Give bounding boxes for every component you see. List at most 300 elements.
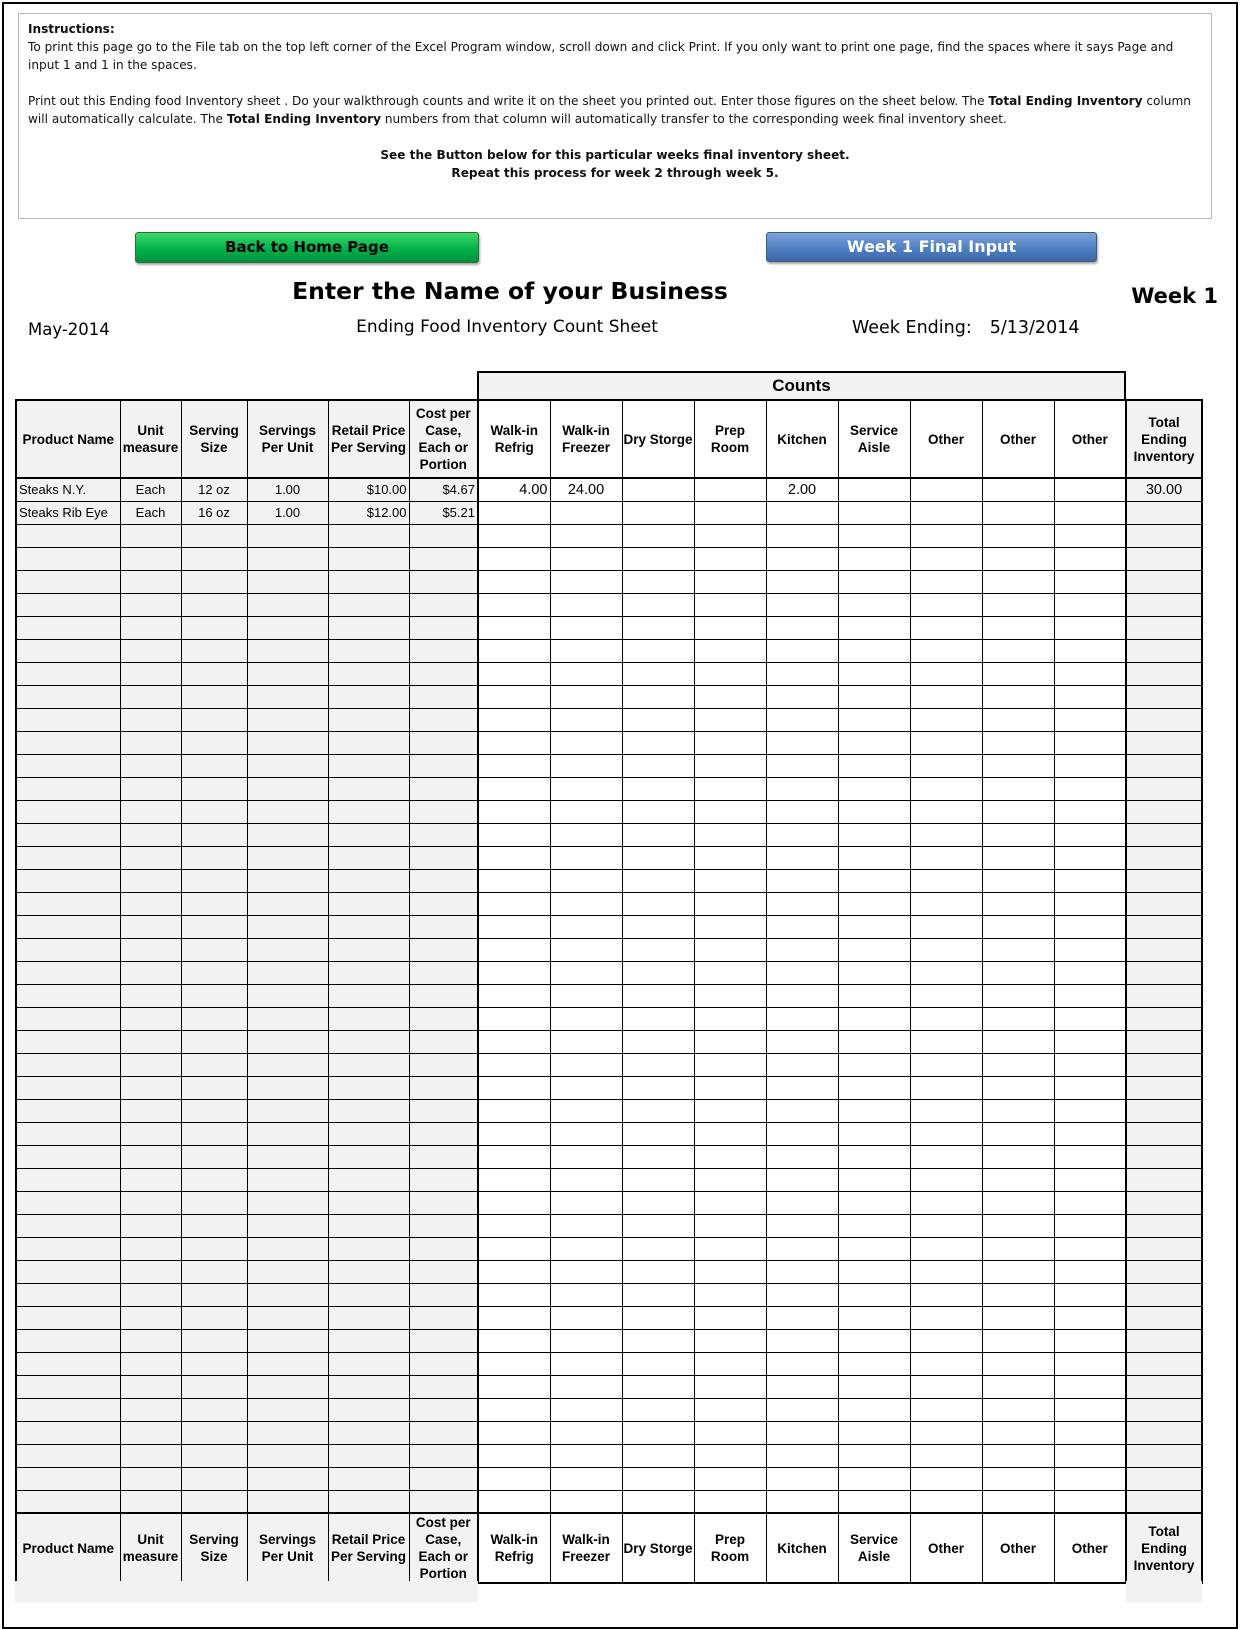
count-cell[interactable]: [910, 1030, 982, 1053]
count-cell[interactable]: [838, 593, 910, 616]
count-cell[interactable]: [622, 1444, 694, 1467]
count-cell[interactable]: 2.00: [766, 478, 838, 501]
count-cell[interactable]: [766, 1490, 838, 1513]
count-cell[interactable]: [910, 892, 982, 915]
count-cell[interactable]: [838, 1398, 910, 1421]
count-cell[interactable]: [550, 1352, 622, 1375]
count-cell[interactable]: [1054, 478, 1126, 501]
count-cell[interactable]: [622, 1237, 694, 1260]
count-cell[interactable]: [694, 1053, 766, 1076]
count-cell[interactable]: [982, 1099, 1054, 1122]
count-cell[interactable]: [550, 570, 622, 593]
count-cell[interactable]: [694, 501, 766, 524]
count-cell[interactable]: [982, 938, 1054, 961]
count-cell[interactable]: [478, 915, 550, 938]
count-cell[interactable]: [622, 524, 694, 547]
count-cell[interactable]: [766, 938, 838, 961]
count-cell[interactable]: [622, 662, 694, 685]
count-cell[interactable]: [550, 685, 622, 708]
count-cell[interactable]: [1054, 708, 1126, 731]
count-cell[interactable]: [982, 1283, 1054, 1306]
count-cell[interactable]: [766, 1191, 838, 1214]
count-cell[interactable]: [910, 915, 982, 938]
count-cell[interactable]: [478, 685, 550, 708]
count-cell[interactable]: [478, 892, 550, 915]
count-cell[interactable]: [694, 984, 766, 1007]
count-cell[interactable]: [982, 547, 1054, 570]
count-cell[interactable]: [550, 639, 622, 662]
count-cell[interactable]: [622, 616, 694, 639]
count-cell[interactable]: [982, 1467, 1054, 1490]
count-cell[interactable]: [982, 984, 1054, 1007]
count-cell[interactable]: [982, 892, 1054, 915]
count-cell[interactable]: [622, 1490, 694, 1513]
count-cell[interactable]: [478, 1306, 550, 1329]
count-cell[interactable]: [1054, 961, 1126, 984]
count-cell[interactable]: [550, 1329, 622, 1352]
count-cell[interactable]: [1054, 915, 1126, 938]
count-cell[interactable]: [694, 1490, 766, 1513]
count-cell[interactable]: [982, 1168, 1054, 1191]
count-cell[interactable]: [478, 961, 550, 984]
count-cell[interactable]: [910, 961, 982, 984]
count-cell[interactable]: [1054, 662, 1126, 685]
count-cell[interactable]: [1054, 777, 1126, 800]
count-cell[interactable]: [910, 1306, 982, 1329]
count-cell[interactable]: [838, 984, 910, 1007]
count-cell[interactable]: [982, 570, 1054, 593]
count-cell[interactable]: [982, 1214, 1054, 1237]
count-cell[interactable]: [1054, 1099, 1126, 1122]
count-cell[interactable]: 4.00: [478, 478, 550, 501]
count-cell[interactable]: [478, 1053, 550, 1076]
count-cell[interactable]: [838, 547, 910, 570]
count-cell[interactable]: [550, 1030, 622, 1053]
count-cell[interactable]: [694, 593, 766, 616]
count-cell[interactable]: [766, 800, 838, 823]
count-cell[interactable]: [550, 1398, 622, 1421]
count-cell[interactable]: [766, 1099, 838, 1122]
count-cell[interactable]: [766, 1352, 838, 1375]
count-cell[interactable]: [766, 754, 838, 777]
count-cell[interactable]: [550, 800, 622, 823]
count-cell[interactable]: [1054, 1306, 1126, 1329]
count-cell[interactable]: [910, 639, 982, 662]
count-cell[interactable]: [982, 708, 1054, 731]
count-cell[interactable]: [982, 1191, 1054, 1214]
count-cell[interactable]: [550, 593, 622, 616]
count-cell[interactable]: [694, 1283, 766, 1306]
count-cell[interactable]: [910, 616, 982, 639]
count-cell[interactable]: [982, 846, 1054, 869]
count-cell[interactable]: [478, 1237, 550, 1260]
count-cell[interactable]: [622, 708, 694, 731]
count-cell[interactable]: [910, 1122, 982, 1145]
count-cell[interactable]: [910, 984, 982, 1007]
count-cell[interactable]: [910, 869, 982, 892]
count-cell[interactable]: [910, 547, 982, 570]
count-cell[interactable]: [1054, 1122, 1126, 1145]
count-cell[interactable]: [550, 961, 622, 984]
count-cell[interactable]: [982, 478, 1054, 501]
count-cell[interactable]: [478, 1467, 550, 1490]
count-cell[interactable]: [982, 1122, 1054, 1145]
count-cell[interactable]: [694, 1237, 766, 1260]
count-cell[interactable]: [982, 1490, 1054, 1513]
count-cell[interactable]: [766, 823, 838, 846]
count-cell[interactable]: [694, 1076, 766, 1099]
count-cell[interactable]: [694, 708, 766, 731]
count-cell[interactable]: [838, 1283, 910, 1306]
count-cell[interactable]: [1054, 1375, 1126, 1398]
count-cell[interactable]: [910, 1099, 982, 1122]
count-cell[interactable]: [478, 1444, 550, 1467]
count-cell[interactable]: [478, 616, 550, 639]
count-cell[interactable]: [694, 869, 766, 892]
count-cell[interactable]: [838, 639, 910, 662]
count-cell[interactable]: [622, 1421, 694, 1444]
count-cell[interactable]: [1054, 547, 1126, 570]
count-cell[interactable]: [550, 616, 622, 639]
count-cell[interactable]: [838, 1214, 910, 1237]
count-cell[interactable]: [838, 1099, 910, 1122]
count-cell[interactable]: [766, 1444, 838, 1467]
count-cell[interactable]: [766, 1168, 838, 1191]
count-cell[interactable]: [838, 892, 910, 915]
count-cell[interactable]: [478, 1398, 550, 1421]
count-cell[interactable]: [838, 478, 910, 501]
count-cell[interactable]: [694, 938, 766, 961]
count-cell[interactable]: [766, 1375, 838, 1398]
count-cell[interactable]: [766, 1421, 838, 1444]
count-cell[interactable]: [766, 593, 838, 616]
count-cell[interactable]: [910, 823, 982, 846]
count-cell[interactable]: [910, 708, 982, 731]
count-cell[interactable]: [622, 547, 694, 570]
count-cell[interactable]: [694, 754, 766, 777]
count-cell[interactable]: [910, 478, 982, 501]
count-cell[interactable]: [766, 708, 838, 731]
count-cell[interactable]: [622, 1030, 694, 1053]
count-cell[interactable]: [550, 1122, 622, 1145]
count-cell[interactable]: [694, 846, 766, 869]
count-cell[interactable]: [694, 1030, 766, 1053]
count-cell[interactable]: [910, 938, 982, 961]
count-cell[interactable]: [550, 1237, 622, 1260]
count-cell[interactable]: [1054, 524, 1126, 547]
count-cell[interactable]: [478, 547, 550, 570]
count-cell[interactable]: [910, 1237, 982, 1260]
count-cell[interactable]: [478, 1145, 550, 1168]
count-cell[interactable]: [694, 800, 766, 823]
count-cell[interactable]: [622, 1168, 694, 1191]
count-cell[interactable]: [910, 1053, 982, 1076]
count-cell[interactable]: [622, 754, 694, 777]
count-cell[interactable]: [550, 1283, 622, 1306]
count-cell[interactable]: [478, 1191, 550, 1214]
count-cell[interactable]: [982, 1421, 1054, 1444]
count-cell[interactable]: [622, 1306, 694, 1329]
count-cell[interactable]: [838, 1375, 910, 1398]
count-cell[interactable]: [622, 777, 694, 800]
count-cell[interactable]: [838, 1191, 910, 1214]
count-cell[interactable]: [1054, 1444, 1126, 1467]
count-cell[interactable]: [694, 1375, 766, 1398]
week-final-input-button[interactable]: Week 1 Final Input: [766, 232, 1097, 262]
count-cell[interactable]: [622, 915, 694, 938]
count-cell[interactable]: [910, 1329, 982, 1352]
count-cell[interactable]: [766, 1076, 838, 1099]
count-cell[interactable]: [982, 1306, 1054, 1329]
count-cell[interactable]: [1054, 1030, 1126, 1053]
count-cell[interactable]: [982, 915, 1054, 938]
count-cell[interactable]: [622, 639, 694, 662]
count-cell[interactable]: [550, 846, 622, 869]
count-cell[interactable]: [478, 570, 550, 593]
count-cell[interactable]: [694, 915, 766, 938]
count-cell[interactable]: [1054, 1260, 1126, 1283]
count-cell[interactable]: [1054, 1421, 1126, 1444]
count-cell[interactable]: [694, 662, 766, 685]
count-cell[interactable]: [766, 1237, 838, 1260]
count-cell[interactable]: [766, 570, 838, 593]
count-cell[interactable]: [550, 938, 622, 961]
count-cell[interactable]: [694, 892, 766, 915]
count-cell[interactable]: [766, 662, 838, 685]
count-cell[interactable]: [766, 915, 838, 938]
count-cell[interactable]: [478, 1260, 550, 1283]
count-cell[interactable]: [838, 524, 910, 547]
count-cell[interactable]: [838, 1076, 910, 1099]
count-cell[interactable]: [766, 616, 838, 639]
count-cell[interactable]: [1054, 685, 1126, 708]
count-cell[interactable]: [838, 1444, 910, 1467]
count-cell[interactable]: [1054, 1076, 1126, 1099]
count-cell[interactable]: [478, 1214, 550, 1237]
count-cell[interactable]: [982, 823, 1054, 846]
count-cell[interactable]: [550, 1168, 622, 1191]
count-cell[interactable]: [910, 662, 982, 685]
count-cell[interactable]: [838, 731, 910, 754]
count-cell[interactable]: [838, 777, 910, 800]
count-cell[interactable]: [982, 1398, 1054, 1421]
count-cell[interactable]: [982, 616, 1054, 639]
count-cell[interactable]: [766, 892, 838, 915]
count-cell[interactable]: [910, 1421, 982, 1444]
count-cell[interactable]: [694, 616, 766, 639]
count-cell[interactable]: [550, 708, 622, 731]
count-cell[interactable]: [694, 524, 766, 547]
count-cell[interactable]: [478, 1352, 550, 1375]
count-cell[interactable]: [1054, 1490, 1126, 1513]
count-cell[interactable]: [622, 731, 694, 754]
count-cell[interactable]: [1054, 1237, 1126, 1260]
count-cell[interactable]: [1054, 570, 1126, 593]
count-cell[interactable]: [550, 1467, 622, 1490]
count-cell[interactable]: [1054, 616, 1126, 639]
count-cell[interactable]: [910, 846, 982, 869]
count-cell[interactable]: [694, 1191, 766, 1214]
count-cell[interactable]: [910, 570, 982, 593]
count-cell[interactable]: [550, 1007, 622, 1030]
count-cell[interactable]: [550, 524, 622, 547]
count-cell[interactable]: [694, 1168, 766, 1191]
count-cell[interactable]: [550, 1306, 622, 1329]
count-cell[interactable]: [694, 1398, 766, 1421]
count-cell[interactable]: [694, 1329, 766, 1352]
count-cell[interactable]: [838, 1490, 910, 1513]
count-cell[interactable]: [550, 501, 622, 524]
count-cell[interactable]: [1054, 1214, 1126, 1237]
count-cell[interactable]: [766, 547, 838, 570]
count-cell[interactable]: [694, 731, 766, 754]
count-cell[interactable]: [1054, 731, 1126, 754]
count-cell[interactable]: [622, 984, 694, 1007]
count-cell[interactable]: [766, 869, 838, 892]
count-cell[interactable]: [1054, 892, 1126, 915]
count-cell[interactable]: [982, 1260, 1054, 1283]
count-cell[interactable]: [694, 1099, 766, 1122]
count-cell[interactable]: [838, 1237, 910, 1260]
count-cell[interactable]: [478, 731, 550, 754]
count-cell[interactable]: [622, 1214, 694, 1237]
count-cell[interactable]: [550, 754, 622, 777]
count-cell[interactable]: [478, 1421, 550, 1444]
count-cell[interactable]: [766, 524, 838, 547]
count-cell[interactable]: [766, 1398, 838, 1421]
count-cell[interactable]: [766, 846, 838, 869]
count-cell[interactable]: [478, 501, 550, 524]
count-cell[interactable]: [622, 1122, 694, 1145]
count-cell[interactable]: [838, 501, 910, 524]
count-cell[interactable]: [838, 662, 910, 685]
count-cell[interactable]: [1054, 984, 1126, 1007]
count-cell[interactable]: [550, 1260, 622, 1283]
count-cell[interactable]: [766, 984, 838, 1007]
count-cell[interactable]: [550, 1076, 622, 1099]
count-cell[interactable]: [550, 1375, 622, 1398]
count-cell[interactable]: [838, 1306, 910, 1329]
count-cell[interactable]: [622, 938, 694, 961]
count-cell[interactable]: [694, 823, 766, 846]
count-cell[interactable]: [766, 1329, 838, 1352]
count-cell[interactable]: [766, 1214, 838, 1237]
count-cell[interactable]: [694, 1260, 766, 1283]
count-cell[interactable]: [982, 501, 1054, 524]
count-cell[interactable]: [910, 1007, 982, 1030]
count-cell[interactable]: [622, 1191, 694, 1214]
count-cell[interactable]: [622, 1283, 694, 1306]
count-cell[interactable]: [982, 1237, 1054, 1260]
count-cell[interactable]: [550, 823, 622, 846]
count-cell[interactable]: [550, 1191, 622, 1214]
count-cell[interactable]: [982, 1007, 1054, 1030]
count-cell[interactable]: [1054, 1467, 1126, 1490]
count-cell[interactable]: [982, 869, 1054, 892]
count-cell[interactable]: [766, 685, 838, 708]
count-cell[interactable]: [1054, 593, 1126, 616]
count-cell[interactable]: [550, 892, 622, 915]
back-to-home-button[interactable]: Back to Home Page: [135, 232, 479, 263]
count-cell[interactable]: [478, 662, 550, 685]
count-cell[interactable]: [910, 524, 982, 547]
count-cell[interactable]: [1054, 501, 1126, 524]
count-cell[interactable]: [1054, 1168, 1126, 1191]
count-cell[interactable]: [622, 1467, 694, 1490]
count-cell[interactable]: [910, 1490, 982, 1513]
count-cell[interactable]: [478, 869, 550, 892]
count-cell[interactable]: [910, 1467, 982, 1490]
count-cell[interactable]: [910, 1076, 982, 1099]
count-cell[interactable]: [694, 1007, 766, 1030]
count-cell[interactable]: [1054, 1398, 1126, 1421]
count-cell[interactable]: [910, 1214, 982, 1237]
count-cell[interactable]: [550, 1444, 622, 1467]
count-cell[interactable]: [838, 616, 910, 639]
count-cell[interactable]: [910, 1145, 982, 1168]
count-cell[interactable]: [478, 593, 550, 616]
count-cell[interactable]: [910, 754, 982, 777]
count-cell[interactable]: [622, 685, 694, 708]
count-cell[interactable]: [766, 1030, 838, 1053]
count-cell[interactable]: [478, 639, 550, 662]
count-cell[interactable]: [622, 800, 694, 823]
count-cell[interactable]: [982, 1053, 1054, 1076]
count-cell[interactable]: [910, 501, 982, 524]
count-cell[interactable]: [478, 1168, 550, 1191]
count-cell[interactable]: [838, 1007, 910, 1030]
count-cell[interactable]: [694, 1352, 766, 1375]
count-cell[interactable]: [766, 1007, 838, 1030]
count-cell[interactable]: [910, 685, 982, 708]
count-cell[interactable]: [910, 1191, 982, 1214]
count-cell[interactable]: [478, 800, 550, 823]
count-cell[interactable]: [478, 1329, 550, 1352]
count-cell[interactable]: [838, 1168, 910, 1191]
count-cell[interactable]: [838, 570, 910, 593]
count-cell[interactable]: [838, 846, 910, 869]
count-cell[interactable]: [478, 1076, 550, 1099]
count-cell[interactable]: [622, 1329, 694, 1352]
count-cell[interactable]: [550, 1421, 622, 1444]
count-cell[interactable]: [766, 1145, 838, 1168]
count-cell[interactable]: [1054, 846, 1126, 869]
count-cell[interactable]: [982, 1030, 1054, 1053]
count-cell[interactable]: [838, 685, 910, 708]
count-cell[interactable]: [910, 1352, 982, 1375]
count-cell[interactable]: [982, 1076, 1054, 1099]
count-cell[interactable]: [550, 662, 622, 685]
count-cell[interactable]: [622, 570, 694, 593]
count-cell[interactable]: 24.00: [550, 478, 622, 501]
count-cell[interactable]: [982, 800, 1054, 823]
count-cell[interactable]: [1054, 1329, 1126, 1352]
count-cell[interactable]: [766, 1467, 838, 1490]
count-cell[interactable]: [982, 961, 1054, 984]
count-cell[interactable]: [982, 1145, 1054, 1168]
count-cell[interactable]: [1054, 823, 1126, 846]
count-cell[interactable]: [622, 593, 694, 616]
count-cell[interactable]: [838, 1260, 910, 1283]
count-cell[interactable]: [550, 1053, 622, 1076]
count-cell[interactable]: [838, 823, 910, 846]
count-cell[interactable]: [478, 524, 550, 547]
count-cell[interactable]: [982, 639, 1054, 662]
count-cell[interactable]: [478, 708, 550, 731]
count-cell[interactable]: [478, 1122, 550, 1145]
count-cell[interactable]: [838, 708, 910, 731]
count-cell[interactable]: [982, 1444, 1054, 1467]
